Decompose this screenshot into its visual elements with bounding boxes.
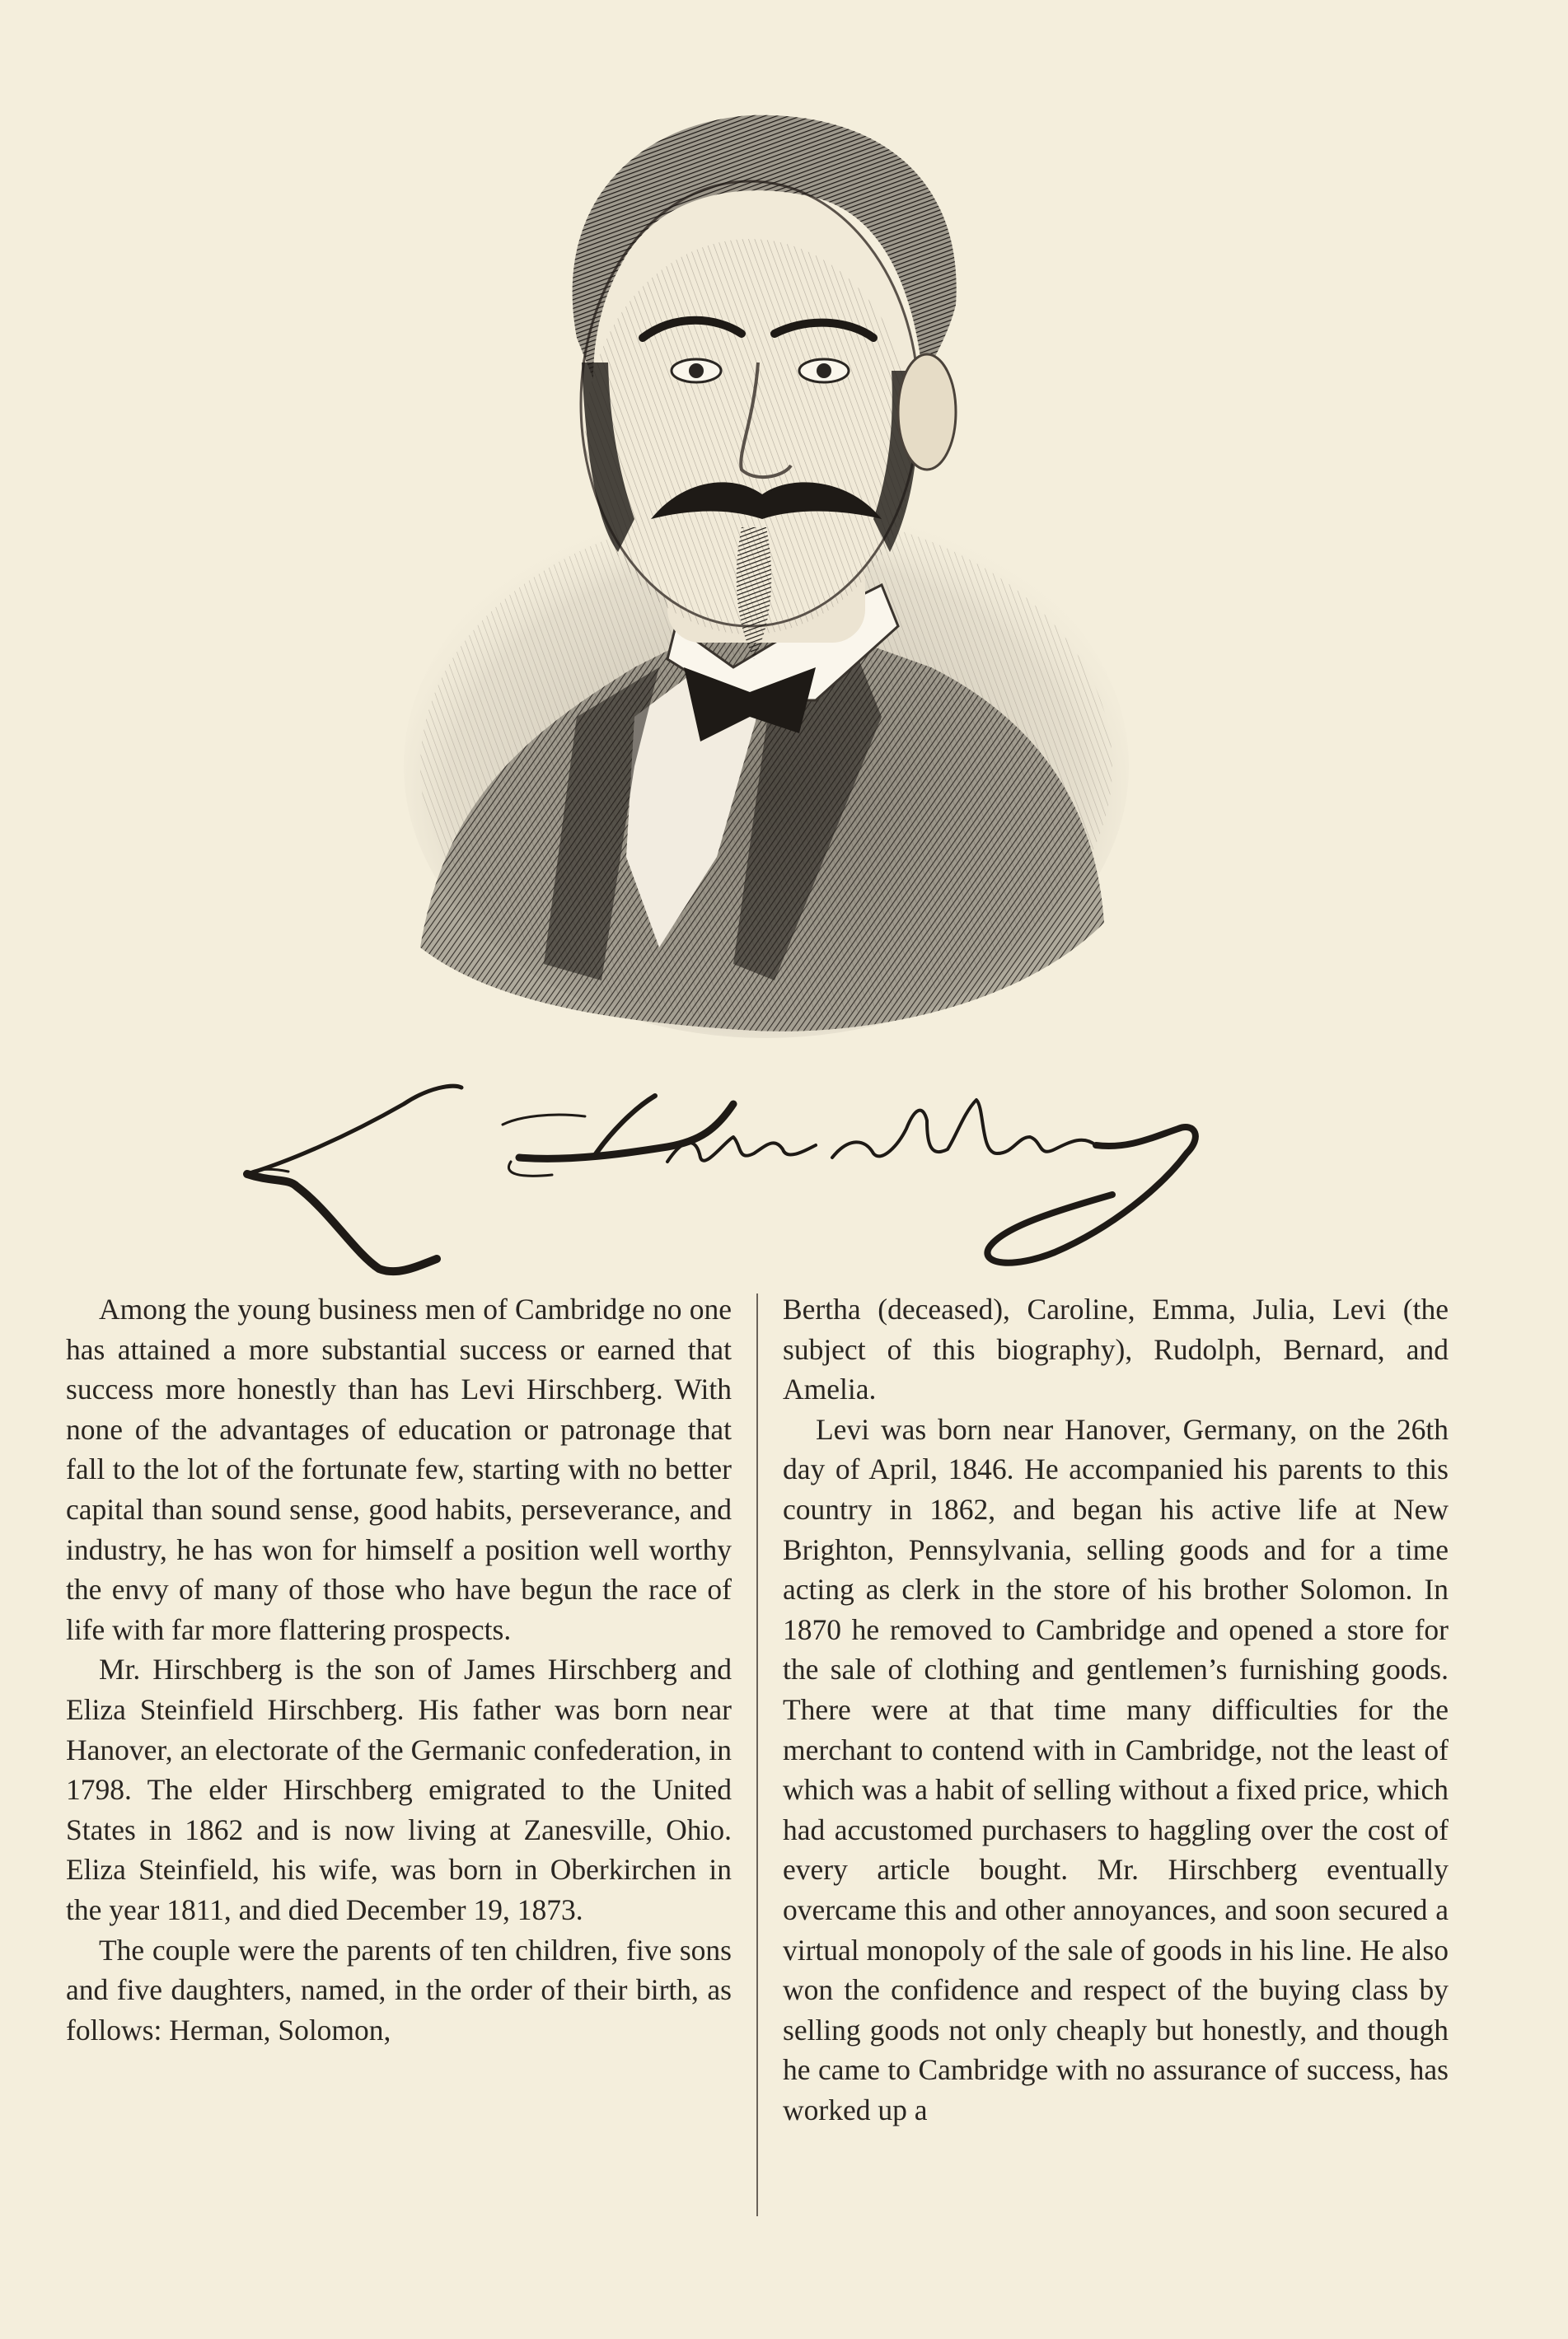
paragraph: Bertha (deceased), Caroline, Emma, Julia, Levi (the subject of this biography), Rudolph, Bernard, and Amelia.	[783, 1293, 1449, 1406]
left-text-column	[66, 1289, 732, 2050]
right-text-column	[783, 1289, 1449, 2130]
engraved-portrait-icon	[387, 91, 1129, 1046]
paragraph: The couple were the parents of ten children, five sons and five daughters, named, in the order of their birth, as follows: Herman, Solomon,	[66, 1933, 732, 2047]
handwritten-signature-icon	[239, 1071, 1244, 1277]
paragraph: Among the young business men of Cambridge no one has attained a more substantial success or earned that success more honestly than has Levi Hirschberg. With none of the advantages of education or patronage that fall to the lot of the fortunate few, starting with no better capital than sound sense, good habits, perseverance, and industry, he has won for himself a position well worthy the envy of many of those who have begun the race of life with far more flattering prospects.	[66, 1293, 732, 1646]
paragraph: Mr. Hirschberg is the son of James Hirschberg and Eliza Steinfield Hirschberg. His father was born near Hanover, an electorate of the Germanic confederation, in 1798. The elder Hirschberg emigrated to the United States in 1862 and is now living at Zanesville, Ohio. Eliza Steinfield, his wife, was born in Oberkirchen in the year 1811, and died December 19, 1873.	[66, 1653, 732, 1926]
column-divider	[756, 1293, 758, 2216]
paragraph: Levi was born near Hanover, Germany, on the 26th day of April, 1846. He accompanied his parents to this country in 1862, and began his active life at New Brighton, Pennsylvania, selling goods and for a time acting as clerk in the store of his brother Solomon. In 1870 he removed to Cambridge and opened a store for the sale of clothing and gentlemen’s furnishing goods. There were at that time many difficulties for the merchant to contend with in Cambridge, not the least of which was a habit of selling without a fixed price, which had accustomed purchasers to haggling over the cost of every article bought. Mr. Hirschberg eventually overcame this and other annoyances, and soon secured a virtual monopoly of the sale of goods in his line. He also won the confidence and respect of the buying class by selling goods not only cheaply but honestly, and though he came to Cambridge with no assurance of success, has worked up a	[783, 1412, 1449, 2126]
